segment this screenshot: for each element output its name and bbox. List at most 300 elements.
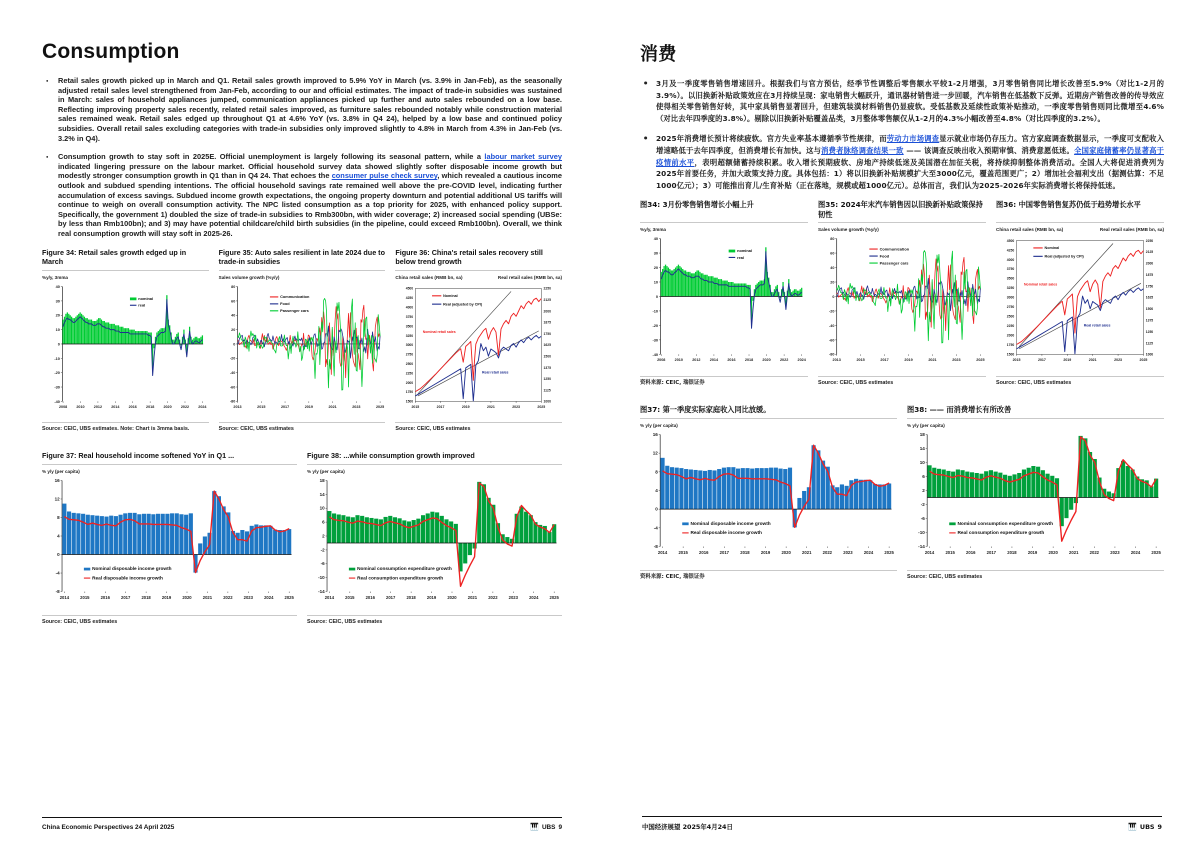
- svg-text:60: 60: [230, 298, 235, 303]
- figure-38: [307, 451, 562, 626]
- figure-35-svg: [219, 281, 386, 420]
- svg-text:2018: 2018: [141, 595, 151, 601]
- svg-text:0: 0: [655, 506, 658, 512]
- figure-row-top-en: [42, 248, 562, 434]
- svg-text:Nominal retail sales: Nominal retail sales: [423, 329, 457, 334]
- figure-38-source: Source: CEIC, UBS estimates: [307, 615, 562, 626]
- svg-text:2018: 2018: [406, 595, 416, 601]
- page-number: 9: [1157, 822, 1162, 831]
- svg-text:3750: 3750: [406, 314, 414, 319]
- figure-34-source: Source: CEIC, UBS estimates. Note: Chart is 3mma basis.: [42, 422, 209, 433]
- figure-37-svg-cn: [640, 429, 897, 567]
- svg-text:2016: 2016: [365, 595, 375, 601]
- divider: [640, 418, 897, 419]
- y-axis-label-left: % y/y (per capita): [307, 469, 345, 475]
- svg-text:2025: 2025: [976, 358, 985, 363]
- divider: [42, 464, 297, 465]
- figure-35-source-cn: Source: CEIC, UBS estimates: [818, 376, 986, 387]
- figure-36-chart: [395, 281, 562, 420]
- figure-35-title: Figure 35: Auto sales resilient in late 2024 due to trade-in subsidies: [218, 247, 385, 266]
- divider: [395, 270, 562, 271]
- figure-34-svg-cn: [640, 233, 808, 373]
- svg-text:Real consumption expenditure g: Real consumption expenditure growth: [357, 576, 444, 582]
- figure-34-plot: [54, 284, 207, 409]
- svg-text:2020: 2020: [781, 550, 791, 556]
- bullet-text: 3月及一季度零售销售增速回升。根据我们与官方预估，经季节性调整后零售额水平较1-2月增强，3月零售销售同比增长改善至5.9%（对比1-2月的3.9%）。以旧换新补贴政策效应在3月持续呈现：家电销售大幅跃升，通讯器材销售进一步回暖，汽车销售在低基数下反弹。近期房产销售改善的传导效应使得相关零售销售好转，其中家具销售显著回升，但建筑装潢材料销售仍显疲软。受低基数及延续性政策补贴推动，一季度零售销售则同比微增至4.6%（对比去年四季度的3.8%）。剔除以旧换新补贴覆盖品类，3月整体零售额仅从1-2月的4.3%小幅改善至4.8%（对比四季度的3.2%）。: [656, 79, 1164, 123]
- svg-text:2021: 2021: [1088, 358, 1097, 363]
- svg-text:-14: -14: [318, 589, 325, 595]
- svg-text:-8: -8: [55, 589, 60, 595]
- svg-text:4250: 4250: [1006, 248, 1015, 253]
- ubs-keys-icon: 🎹: [530, 823, 539, 831]
- svg-text:2014: 2014: [657, 550, 668, 556]
- figure-36-chart-cn: [996, 233, 1164, 373]
- svg-text:2015: 2015: [945, 550, 955, 556]
- divider: [996, 222, 1164, 223]
- svg-text:2024: 2024: [1130, 550, 1141, 556]
- y-axis-label-left: %y/y, 3mma: [640, 227, 666, 233]
- figure-34-title-cn: 图34: 3月份零售销售增长小幅上升: [640, 200, 754, 210]
- divider: [907, 418, 1164, 419]
- svg-text:Passenger cars: Passenger cars: [879, 260, 909, 266]
- svg-text:2022: 2022: [488, 595, 498, 601]
- figure-35-plot: [230, 284, 384, 408]
- svg-text:2750: 2750: [406, 352, 414, 357]
- svg-text:2019: 2019: [760, 550, 771, 556]
- svg-text:2016: 2016: [100, 595, 110, 601]
- footer-left: [42, 817, 562, 831]
- svg-text:1875: 1875: [1145, 273, 1154, 278]
- figure-36-source-cn: Source: CEIC, UBS estimates: [996, 376, 1164, 387]
- svg-text:-40: -40: [829, 324, 835, 329]
- footer-brand: [530, 823, 562, 831]
- svg-text:2021: 2021: [202, 595, 213, 601]
- bullet-consumption-growth: [42, 152, 562, 238]
- figure-row-bottom-cn: [640, 405, 1164, 581]
- svg-text:2025: 2025: [375, 404, 384, 409]
- inline-link[interactable]: 劳动力市场调查: [886, 134, 940, 144]
- figure-row-top-cn: [640, 200, 1164, 387]
- svg-text:2021: 2021: [467, 595, 478, 601]
- svg-text:2024: 2024: [863, 550, 874, 556]
- bullet-retail-sales-cn: [640, 78, 1164, 124]
- svg-text:14: 14: [319, 492, 325, 498]
- figure-34-source-cn: 资料来源: CEIC, 瑞银证券: [640, 376, 808, 387]
- svg-text:Real retail sales: Real retail sales: [482, 370, 509, 375]
- figure-35-chart: [219, 281, 386, 420]
- svg-text:real: real: [737, 255, 745, 261]
- svg-text:2018: 2018: [1007, 550, 1017, 556]
- svg-text:2015: 2015: [80, 595, 90, 601]
- svg-text:-40: -40: [54, 398, 60, 404]
- svg-text:2017: 2017: [880, 358, 889, 363]
- figure-36-cn: [996, 200, 1164, 387]
- svg-text:10: 10: [919, 460, 925, 466]
- svg-text:2250: 2250: [1145, 239, 1154, 244]
- svg-text:1750: 1750: [1145, 284, 1154, 289]
- svg-text:2021: 2021: [328, 404, 337, 409]
- svg-text:2013: 2013: [832, 358, 841, 363]
- svg-text:6: 6: [322, 519, 325, 525]
- divider: [640, 222, 808, 223]
- svg-text:Nominal disposable income grow: Nominal disposable income growth: [690, 522, 771, 528]
- svg-text:2: 2: [322, 533, 325, 539]
- svg-text:2016: 2016: [699, 550, 709, 556]
- svg-text:1000: 1000: [543, 399, 552, 404]
- figure-37-chart: [42, 475, 297, 612]
- svg-text:2025: 2025: [1151, 550, 1161, 556]
- svg-text:2015: 2015: [411, 404, 420, 409]
- figure-38-title-cn: 图38: —— 而消费增长有所改善: [907, 405, 1012, 415]
- svg-text:2012: 2012: [93, 404, 103, 409]
- svg-text:2021: 2021: [487, 404, 496, 409]
- svg-text:2017: 2017: [280, 404, 289, 409]
- y-axis-label-left: %y/y, 3mma: [42, 274, 68, 280]
- svg-text:4: 4: [655, 488, 658, 494]
- svg-text:-2: -2: [920, 502, 925, 508]
- svg-text:2000: 2000: [406, 380, 414, 385]
- bullet-retail-sales: [42, 76, 562, 143]
- svg-text:6: 6: [922, 474, 925, 480]
- inline-link[interactable]: 消费者脉络调查结果一致: [821, 145, 904, 155]
- figure-37-cn: [640, 405, 897, 581]
- figure-37-chart-cn: [640, 429, 897, 567]
- svg-text:2023: 2023: [843, 550, 853, 556]
- figure-36-plot: [406, 286, 551, 408]
- svg-text:2008: 2008: [657, 358, 666, 363]
- figure-38-title: Figure 38: ...while consumption growth improved: [307, 451, 475, 461]
- svg-text:40: 40: [830, 266, 835, 271]
- svg-text:-60: -60: [229, 384, 235, 389]
- svg-text:Nominal: Nominal: [1044, 246, 1060, 251]
- svg-text:-10: -10: [54, 355, 60, 361]
- figure-37: [42, 451, 297, 626]
- figure-36-plot-cn: [1007, 239, 1154, 362]
- svg-text:2010: 2010: [674, 358, 683, 363]
- svg-text:30: 30: [55, 297, 60, 303]
- svg-text:3000: 3000: [1006, 296, 1015, 301]
- svg-text:1500: 1500: [1145, 307, 1154, 312]
- svg-text:Communication: Communication: [879, 246, 910, 252]
- svg-text:2014: 2014: [324, 595, 335, 601]
- figure-37-title: Figure 37: Real household income softened YoY in Q1 ...: [42, 451, 235, 461]
- svg-text:2015: 2015: [678, 550, 688, 556]
- svg-text:2017: 2017: [1037, 358, 1046, 363]
- svg-text:3000: 3000: [406, 342, 414, 347]
- svg-text:80: 80: [230, 284, 235, 289]
- figure-34-chart-cn: [640, 233, 808, 373]
- svg-text:2018: 2018: [740, 550, 750, 556]
- svg-text:4000: 4000: [406, 305, 414, 310]
- svg-text:2015: 2015: [856, 358, 865, 363]
- svg-text:2000: 2000: [1006, 334, 1015, 339]
- svg-text:Real (adjusted by CPI): Real (adjusted by CPI): [1044, 254, 1084, 259]
- figure-34-svg: [42, 281, 209, 420]
- figure-35-svg-cn: [818, 233, 986, 373]
- figure-35-chart-cn: [818, 233, 986, 373]
- y-axis-label-left: Sales volume growth (%y/y): [818, 227, 879, 233]
- svg-text:-8: -8: [653, 544, 658, 550]
- svg-text:2019: 2019: [426, 595, 437, 601]
- inline-link[interactable]: 全国家庭储蓄率仍显著高于疫情前水平: [656, 145, 1165, 167]
- svg-text:Food: Food: [879, 253, 890, 259]
- svg-text:Communication: Communication: [279, 293, 310, 299]
- svg-text:16: 16: [652, 432, 658, 438]
- svg-text:2025: 2025: [537, 404, 546, 409]
- svg-text:2015: 2015: [345, 595, 355, 601]
- svg-text:10: 10: [319, 506, 325, 512]
- svg-text:1125: 1125: [1145, 341, 1154, 346]
- svg-text:-30: -30: [54, 384, 60, 390]
- svg-text:40: 40: [55, 283, 60, 289]
- svg-text:3750: 3750: [1006, 267, 1015, 272]
- figure-37-source-cn: 资料来源: CEIC, 瑞银证券: [640, 570, 897, 581]
- svg-text:-4: -4: [55, 570, 60, 576]
- svg-text:20: 20: [55, 312, 60, 318]
- svg-text:Food: Food: [279, 300, 290, 306]
- svg-text:1625: 1625: [1145, 296, 1154, 301]
- svg-text:2500: 2500: [406, 361, 414, 366]
- svg-text:2020: 2020: [163, 404, 172, 409]
- svg-text:80: 80: [830, 237, 835, 242]
- figure-38-svg: [307, 475, 562, 612]
- y-axis-label-left: % y/y (per capita): [640, 423, 678, 429]
- svg-text:Real retail sales: Real retail sales: [1083, 323, 1111, 328]
- svg-text:real: real: [138, 302, 146, 308]
- svg-text:2014: 2014: [924, 550, 935, 556]
- figure-35-cn: [818, 200, 986, 387]
- svg-text:2023: 2023: [512, 404, 521, 409]
- svg-text:2021: 2021: [928, 358, 937, 363]
- page-number: 9: [558, 823, 562, 831]
- divider: [219, 270, 386, 271]
- svg-text:2012: 2012: [692, 358, 701, 363]
- inline-link[interactable]: labour market survey: [484, 152, 563, 162]
- figure-35-title-cn: 图35: 2024年末汽车销售因以旧换新补贴政策保持韧性: [818, 200, 983, 219]
- svg-text:2024: 2024: [264, 595, 274, 601]
- svg-text:2008: 2008: [58, 404, 68, 409]
- svg-text:4: 4: [57, 533, 60, 539]
- figure-34-title: Figure 34: Retail sales growth edged up in March: [42, 247, 187, 266]
- svg-text:20: 20: [230, 327, 235, 332]
- svg-text:0: 0: [57, 340, 60, 346]
- figure-38-source-cn: Source: CEIC, UBS estimates: [907, 570, 1164, 581]
- svg-text:2023: 2023: [1114, 358, 1123, 363]
- svg-text:2023: 2023: [243, 595, 253, 601]
- svg-text:2018: 2018: [744, 358, 754, 363]
- svg-text:8: 8: [655, 469, 658, 475]
- svg-text:14: 14: [919, 446, 925, 452]
- svg-text:-6: -6: [920, 516, 925, 522]
- svg-text:2017: 2017: [437, 404, 445, 409]
- svg-text:1250: 1250: [1145, 330, 1154, 335]
- svg-text:1125: 1125: [543, 387, 552, 392]
- svg-text:2750: 2750: [1006, 305, 1015, 310]
- svg-text:2019: 2019: [1027, 550, 1038, 556]
- svg-text:2020: 2020: [762, 358, 771, 363]
- svg-text:2025: 2025: [1139, 358, 1148, 363]
- svg-text:-20: -20: [652, 323, 659, 329]
- svg-text:-10: -10: [918, 530, 925, 536]
- right-column-chinese: [600, 0, 1200, 849]
- svg-text:40: 40: [230, 313, 235, 318]
- svg-text:40: 40: [653, 236, 659, 242]
- svg-text:2250: 2250: [1006, 324, 1015, 329]
- page-title: Consumption: [42, 40, 180, 63]
- svg-text:nominal: nominal: [138, 295, 154, 301]
- footer-right: [642, 816, 1162, 831]
- svg-text:4500: 4500: [406, 286, 414, 291]
- svg-text:2024: 2024: [198, 404, 207, 409]
- svg-text:1625: 1625: [543, 342, 552, 347]
- svg-text:2013: 2013: [233, 404, 242, 409]
- svg-text:2019: 2019: [1063, 358, 1072, 363]
- svg-text:2015: 2015: [256, 404, 266, 409]
- svg-text:0: 0: [655, 294, 659, 300]
- bullet-consumption-growth-cn: [640, 133, 1164, 191]
- svg-text:Real disposable income growth: Real disposable income growth: [690, 531, 762, 537]
- figure-34-cn: [640, 200, 808, 387]
- svg-text:1375: 1375: [543, 365, 552, 370]
- figure-34: [42, 248, 209, 434]
- y-axis-label-left: % y/y (per capita): [907, 423, 945, 429]
- svg-text:2022: 2022: [180, 404, 190, 409]
- svg-text:2019: 2019: [904, 358, 913, 363]
- figure-36: [395, 248, 562, 434]
- svg-text:2023: 2023: [351, 404, 361, 409]
- bullet-text: Retail sales growth picked up in March and Q1. Retail sales growth improved to 5.9% YoY in March (vs. 3.9% in Jan-Feb), as the seasonally adjusted retail sales level strengthened from Jan-Feb, according to our and official estimates. The impact of trade-in subsidies was sustained in March: sales of household appliances jumped, communication appliances picked up further and auto sales rebounded on a low base. Reflecting improving property sales recently, related retail sales improved, as furniture sales rebounded notably while construction material sales remained weak. Retail sales edged up throughout Q1 at 4.6% YoY (vs. 3.8% in Q4 24), helped by a low base and continued policy subsidies. Overall retail sales excluding categories with trade-in subsidies only improved slightly to 4.8% in March from 4.3% in Jan-Feb (vs. 3.2% in Q4).: [58, 76, 562, 143]
- figure-37-source: Source: CEIC, UBS estimates: [42, 615, 297, 626]
- svg-text:2014: 2014: [111, 404, 120, 409]
- figure-row-bottom-en: [42, 451, 562, 626]
- inline-link[interactable]: consumer pulse check survey: [331, 171, 438, 181]
- svg-text:2022: 2022: [779, 358, 789, 363]
- svg-text:-6: -6: [320, 561, 325, 567]
- svg-text:Nominal disposable income grow: Nominal disposable income growth: [92, 567, 172, 573]
- svg-text:4000: 4000: [1006, 258, 1015, 263]
- svg-text:1750: 1750: [1006, 343, 1015, 348]
- y-axis-label-right: Real retail sales (RMB bn, sa): [1099, 227, 1164, 233]
- svg-text:Nominal consumption expenditur: Nominal consumption expenditure growth: [357, 567, 452, 573]
- svg-text:1375: 1375: [1145, 318, 1154, 323]
- svg-text:-40: -40: [229, 370, 235, 375]
- footer-publication: China Economic Perspectives 24 April 2025: [42, 823, 175, 831]
- svg-text:10: 10: [55, 326, 60, 332]
- svg-text:1500: 1500: [406, 399, 414, 404]
- figure-35-plot-cn: [829, 237, 984, 362]
- svg-text:2: 2: [922, 488, 925, 494]
- svg-text:2022: 2022: [223, 595, 233, 601]
- svg-text:1250: 1250: [543, 376, 552, 381]
- svg-text:-20: -20: [54, 369, 60, 375]
- figure-35-source: Source: CEIC, UBS estimates: [219, 422, 386, 433]
- svg-text:2010: 2010: [76, 404, 85, 409]
- svg-text:2025: 2025: [884, 550, 894, 556]
- svg-text:1500: 1500: [543, 353, 552, 358]
- svg-text:2022: 2022: [822, 550, 833, 556]
- svg-text:3250: 3250: [406, 333, 414, 338]
- svg-text:-20: -20: [229, 356, 235, 361]
- chinese-bullet-list: [640, 78, 1164, 191]
- svg-text:0: 0: [832, 295, 835, 300]
- svg-text:-80: -80: [229, 399, 235, 404]
- svg-text:2020: 2020: [182, 595, 192, 601]
- divider: [818, 222, 986, 223]
- svg-text:Real (adjusted by CPI): Real (adjusted by CPI): [443, 301, 483, 306]
- svg-text:2018: 2018: [146, 404, 155, 409]
- svg-text:4500: 4500: [1006, 239, 1015, 244]
- svg-text:2023: 2023: [952, 358, 961, 363]
- y-axis-label-right: Real retail sales (RMB bn, sa): [497, 274, 563, 280]
- svg-text:1000: 1000: [1145, 352, 1154, 357]
- svg-text:-4: -4: [653, 525, 658, 531]
- svg-text:2125: 2125: [543, 297, 552, 302]
- svg-text:2023: 2023: [508, 595, 518, 601]
- svg-text:18: 18: [319, 478, 325, 484]
- figure-37-svg: [42, 475, 297, 612]
- svg-text:2250: 2250: [543, 286, 552, 291]
- svg-text:-60: -60: [829, 338, 835, 343]
- svg-text:-10: -10: [652, 308, 659, 314]
- svg-text:Nominal retail sales: Nominal retail sales: [1024, 282, 1058, 287]
- figure-38-svg-cn: [907, 429, 1164, 567]
- svg-text:0: 0: [57, 552, 60, 558]
- svg-text:2019: 2019: [161, 595, 172, 601]
- svg-text:30: 30: [653, 250, 659, 256]
- figure-38-chart-cn: [907, 429, 1164, 567]
- svg-text:2019: 2019: [304, 404, 313, 409]
- svg-text:Real consumption expenditure g: Real consumption expenditure growth: [957, 531, 1045, 537]
- y-axis-label-left: China retail sales (RMB bn, sa): [996, 227, 1064, 233]
- ubs-wordmark: UBS: [1139, 822, 1155, 831]
- svg-text:20: 20: [653, 265, 659, 271]
- svg-text:Nominal consumption expenditur: Nominal consumption expenditure growth: [957, 522, 1054, 528]
- svg-text:2015: 2015: [1012, 358, 1021, 363]
- figure-34-chart: [42, 281, 209, 420]
- divider: [307, 464, 562, 465]
- svg-text:2024: 2024: [529, 595, 539, 601]
- y-axis-label-left: China retail sales (RMB bn, sa): [395, 274, 463, 280]
- figure-36-svg-cn: [996, 233, 1164, 373]
- svg-text:-30: -30: [652, 337, 659, 343]
- svg-text:-20: -20: [829, 309, 835, 314]
- svg-text:2016: 2016: [128, 404, 137, 409]
- svg-text:18: 18: [919, 432, 925, 438]
- svg-text:2014: 2014: [709, 358, 719, 363]
- svg-text:10: 10: [653, 279, 659, 285]
- svg-text:3500: 3500: [406, 323, 414, 328]
- figure-36-source: Source: CEIC, UBS estimates: [395, 422, 562, 433]
- svg-text:8: 8: [57, 515, 60, 521]
- svg-text:2022: 2022: [1089, 550, 1100, 556]
- bullet-text: Consumption growth to stay soft in 2025E. Official unemployment is largely following its seasonal pattern, while a labour market survey indicated lingering pressure on the labour market. Official household survey data showed slightly softer disposable income growth but modestly stronger consumption growth in Q1 than in Q4 24. That echoes the consumer pulse check survey, which revealed a cautious income outlook and subdued spending intentions. The official household savings rate remained well above the pre-COVID level, indicating further accumulation of excess savings. Subdued income growth expectations, the ongoing property downturn and potential additional US tariffs will continue to weigh on overall consumption activity. The NPC listed consumption as a top priority for 2025, with enhanced policy support. Specifically, the government 1) doubled the size of trade-in subsidies to Rmb300bn, with wider coverage; 2) increased social spending (UBSe: by less than Rmb100bn); and 3) may have potential childcare/child birth subsidies (in the pipeline, could exceed Rmb100bn). Overall, we think real consumption growth will stay soft in 2025-26.: [58, 152, 563, 238]
- figure-35: [219, 248, 386, 434]
- svg-text:2125: 2125: [1145, 250, 1154, 255]
- ubs-wordmark: UBS: [541, 823, 556, 831]
- figure-37-plot: [55, 478, 295, 600]
- svg-text:2014: 2014: [59, 595, 70, 601]
- svg-text:3500: 3500: [1006, 277, 1015, 282]
- svg-text:2017: 2017: [719, 550, 730, 556]
- page-title-cn: 消费: [640, 44, 677, 65]
- svg-text:1750: 1750: [406, 389, 414, 394]
- figure-34-plot-cn: [652, 236, 806, 362]
- svg-text:2020: 2020: [1048, 550, 1058, 556]
- svg-text:12: 12: [652, 450, 658, 456]
- svg-text:1500: 1500: [1006, 352, 1015, 357]
- svg-text:2023: 2023: [1110, 550, 1120, 556]
- divider: [42, 270, 209, 271]
